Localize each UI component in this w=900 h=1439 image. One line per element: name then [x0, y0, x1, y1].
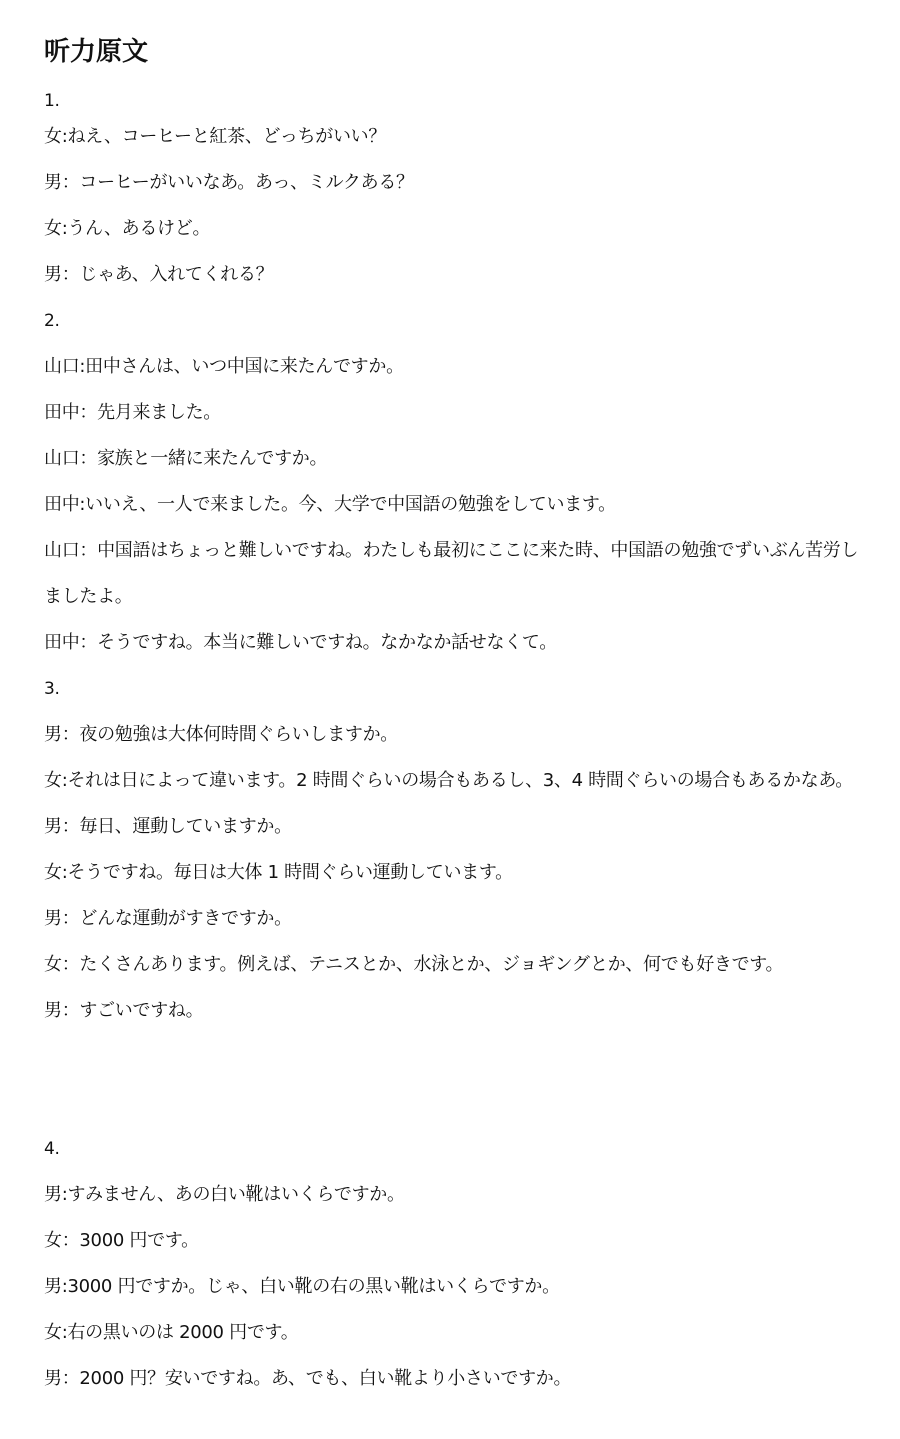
dialogue-line: 女:ねえ、コーヒーと紅茶、どっちがいい？: [44, 126, 387, 147]
dialogue-line: 女:そうですね。毎日は大体 1 時間ぐらい運動しています。: [44, 862, 513, 883]
dialogue-line: 男：すごいですね。: [44, 1000, 204, 1021]
dialogue-line: 男：じゃあ、入れてくれる？: [44, 264, 274, 285]
dialogue-line: 女：3000 円です。: [44, 1230, 199, 1251]
dialogue-line: 女:右の黒いのは 2000 円です。: [44, 1322, 299, 1343]
dialogue-line: 山口:田中さんは、いつ中国に来たんですか。: [44, 356, 404, 377]
dialogue-line: 女:それは日によって違います。2 時間ぐらいの場合もあるし、3、4 時間ぐらいの場合もあるかなあ。: [44, 770, 854, 791]
dialogue-line: 田中：先月来ました。: [44, 402, 221, 423]
dialogue-line: 山口：家族と一緒に来たんですか。: [44, 448, 328, 469]
dialogue-line: 男：毎日、運動していますか。: [44, 816, 292, 837]
page-title: 听力原文: [44, 37, 149, 67]
dialogue-line: 女：たくさんあります。例えば、テニスとか、水泳とか、ジョギングとか、何でも好きです。: [44, 954, 784, 975]
dialogue-line: 男:すみません、あの白い靴はいくらですか。: [44, 1184, 405, 1205]
section-number: 4.: [44, 1139, 60, 1159]
section-number: 2.: [44, 311, 60, 331]
dialogue-line: 男：2000 円？安いですね。あ、でも、白い靴より小さいですか。: [44, 1368, 572, 1389]
dialogue-line: 田中：そうですね。本当に難しいですね。なかなか話せなくて。: [44, 632, 557, 653]
section-number: 1.: [44, 91, 60, 111]
dialogue-line: 男：コーヒーがいいなあ。あっ、ミルクある？: [44, 172, 414, 193]
dialogue-line: 女:うん、あるけど。: [44, 218, 211, 239]
dialogue-line: 山口：中国語はちょっと難しいですね。わたしも最初にここに来た時、中国語の勉強でずいぶん苦労し: [44, 540, 859, 561]
section-number: 3.: [44, 679, 60, 699]
dialogue-line-continuation: ましたよ。: [44, 586, 133, 607]
dialogue-line: 男:3000 円ですか。じゃ、白い靴の右の黒い靴はいくらですか。: [44, 1276, 560, 1297]
dialogue-line: 男：夜の勉強は大体何時間ぐらいしますか。: [44, 724, 398, 745]
dialogue-line: 田中:いいえ、一人で来ました。今、大学で中国語の勉強をしています。: [44, 494, 616, 515]
dialogue-line: 男：どんな運動がすきですか。: [44, 908, 292, 929]
